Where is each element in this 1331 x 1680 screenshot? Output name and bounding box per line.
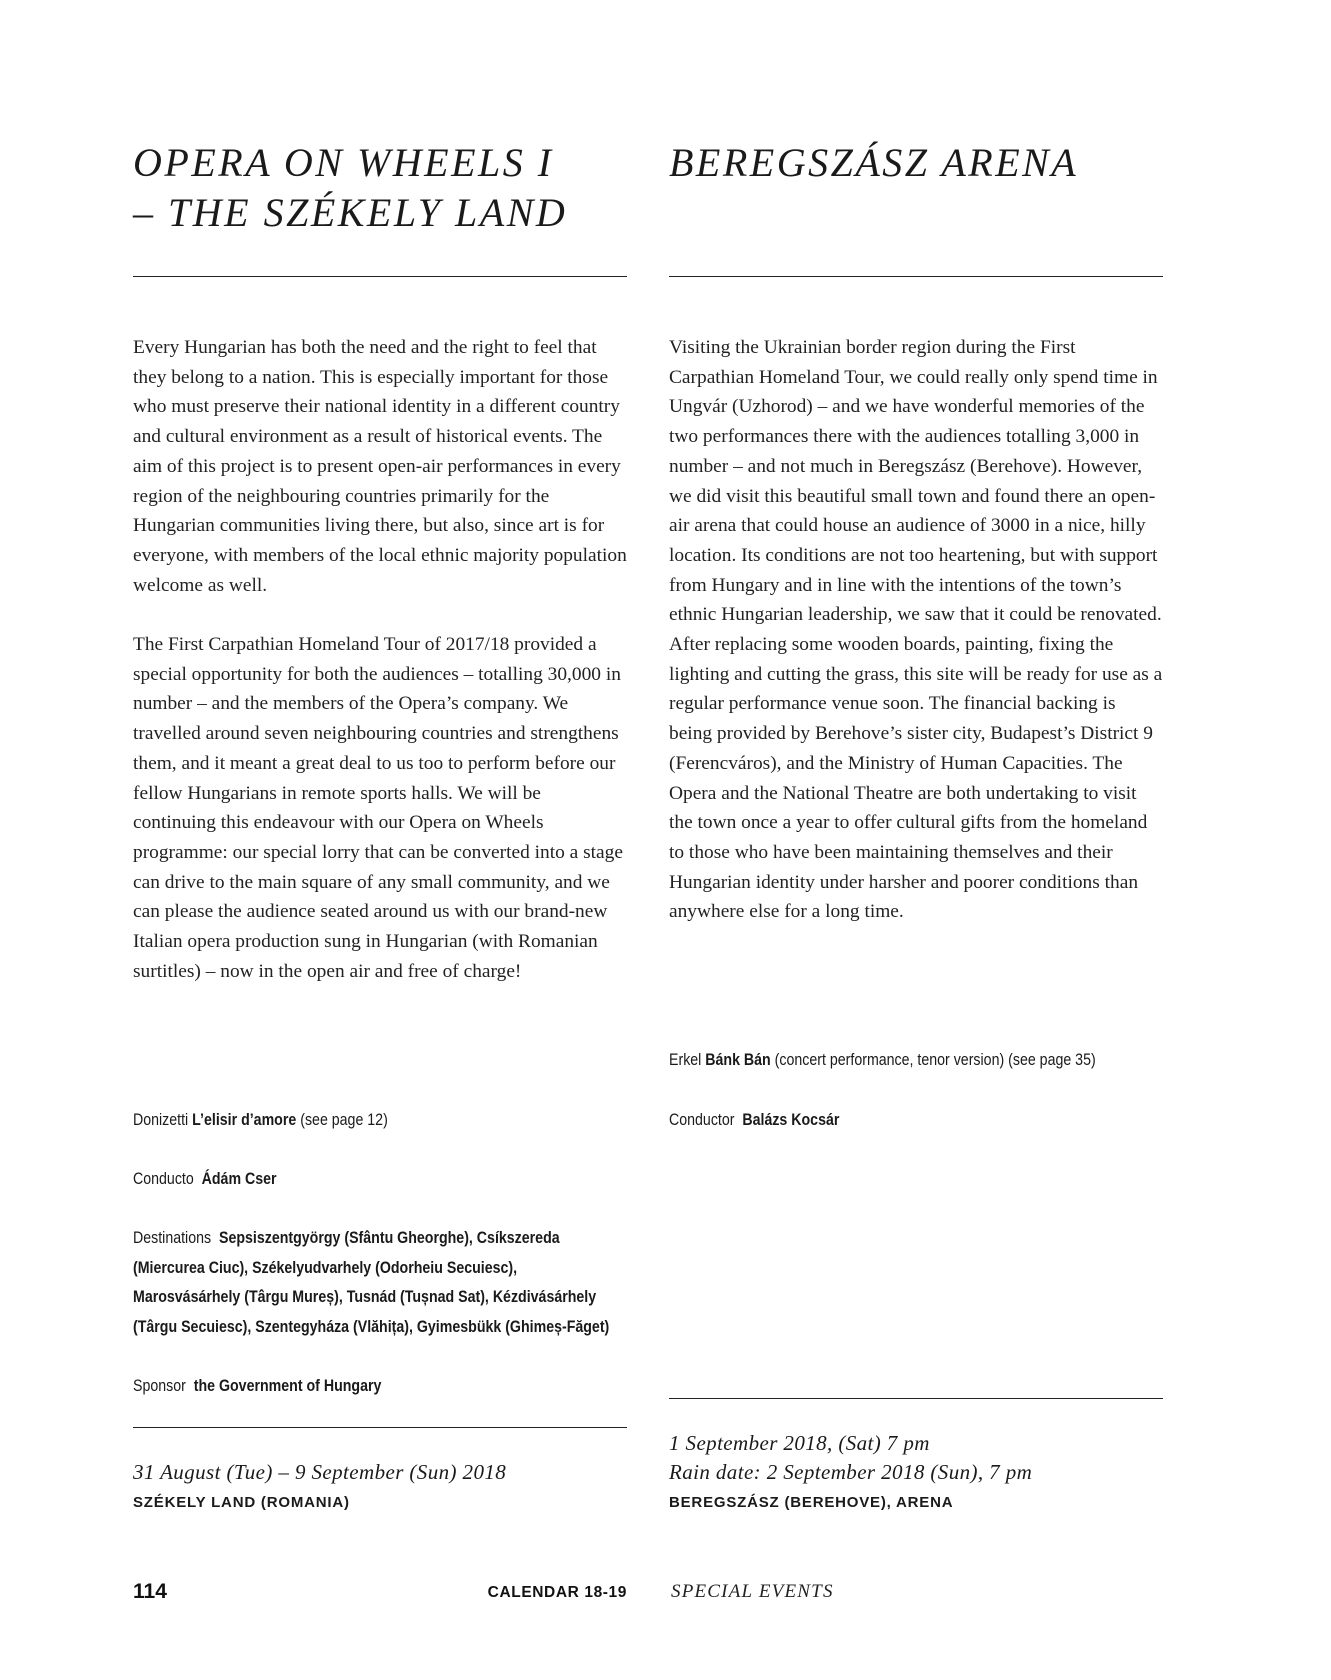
right-work-page-ref: (concert performance, tenor version) (see page 35) [774,1051,1096,1069]
left-bottom-divider [133,1427,627,1428]
left-destinations-value: Sepsiszentgyörgy (Sfântu Gheorghe), Csíkszereda (Miercurea Ciuc), Székelyudvarhely (Odorheiu Secuiesc), Marosvásárhely (Târgu Mureș), Tusnád (Tușnad Sat), Kézdivásárhely (Târgu Secuiesc), Szentegyháza (Vlăhița), Gyimesbükk (Ghimeș-Făget) [133,1229,610,1336]
page-number: 114 [133,1580,167,1603]
right-conductor-name: Balázs Kocsár [742,1111,840,1129]
left-title-divider [133,276,627,277]
left-event-title [133,138,653,238]
right-work-title: Bánk Bán [705,1051,771,1069]
left-title-line-1: OPERA ON WHEELS I [133,140,554,185]
left-sponsor-label: Sponsor [133,1377,186,1395]
left-title-line-2: – THE SZÉKELY LAND [133,190,568,235]
left-conductor-credit [133,1165,558,1195]
left-paragraph-2: The First Carpathian Homeland Tour of 2017/18 provided a special opportunity for both the audiences – totalling 30,000 in number – and the members of the Opera’s company. We travelled around seven neighbouring countries and strengthens them, and it meant a great deal to us too to perform before our fellow Hungarians in remote sports halls. We will be continuing this endeavour with our Opera on Wheels programme: our special lorry that can be converted into a stage can drive to the main square of any small community, and we can please the audience seated around us with our brand-new Italian opera production sung in Hungarian (with Romanian surtitles) – now in the open air and free of charge! [133,634,623,982]
section-name: SPECIAL EVENTS [671,1581,834,1602]
left-paragraph-1: Every Hungarian has both the need and the right to feel that they belong to a nation. This is especially important for those who must preserve their national identity in a different country and cultural environment as a result of historical events. The aim of this project is to present open-air performances in every region of the neighbouring countries primarily for the Hungarian communities living there, but also, since art is for everyone, with members of the local ethnic majority population welcome as well. [133,337,627,596]
left-work-title: L’elisir d’amore [192,1111,297,1129]
right-paragraph-1: Visiting the Ukrainian border region during the First Carpathian Homeland Tour, we could really only spend time in Ungvár (Uzhorod) – and we have wonderful memories of the two performances there with the audiences totalling 3,000 in number – and not much in Beregszász (Berehove). However, we did visit this beautiful small town and found there an open-air arena that could house an audience of 3000 in a nice, hilly location. Its conditions are not too heartening, but with support from Hungary and in line with the intentions of the town’s ethnic Hungarian leadership, we saw that it could be renovated. After replacing some wooden boards, painting, fixing the lighting and cutting the grass, this site will be ready for use as a regular performance venue soon. The financial backing is being provided by Berehove’s sister city, Budapest’s District 9 (Ferencváros), and the Ministry of Human Capacities. The Opera and the National Theatre are both undertaking to visit the town once a year to offer cultural gifts from the homeland to those who have been maintaining themselves and their Hungarian identity under harsher and poorer conditions than anywhere else for a long time. [669,337,1163,923]
right-event-date: 1 September 2018, (Sat) 7 pm [669,1431,930,1455]
right-conductor-label: Conductor [669,1111,735,1129]
left-work-composer: Donizetti [133,1111,189,1129]
left-conductor-label: Conducto [133,1170,194,1188]
right-conductor-credit [669,1106,1094,1136]
left-destinations-credit [133,1224,623,1342]
left-work-credit [133,1106,558,1136]
left-conductor-name: Ádám Cser [201,1170,277,1188]
right-work-credit [669,1046,1133,1076]
right-title-divider [669,276,1163,277]
right-body-text [669,333,1163,927]
left-body-text [133,333,627,986]
right-venue: BEREGSZÁSZ (BEREHOVE), ARENA [669,1494,954,1511]
left-destinations-label: Destinations [133,1229,212,1247]
right-title-line-1: BEREGSZÁSZ ARENA [669,140,1079,185]
right-rain-date: Rain date: 2 September 2018 (Sun), 7 pm [669,1460,1033,1484]
right-bottom-divider [669,1398,1163,1399]
left-work-page-ref: (see page 12) [300,1111,388,1129]
publication-name: CALENDAR 18-19 [487,1584,627,1601]
left-event-date: 31 August (Tue) – 9 September (Sun) 2018 [133,1460,507,1484]
right-event-title [669,138,1189,188]
left-sponsor-value: the Government of Hungary [193,1377,382,1395]
left-sponsor-credit [133,1372,558,1402]
right-work-composer: Erkel [669,1051,702,1069]
left-venue: SZÉKELY LAND (ROMANIA) [133,1494,350,1511]
